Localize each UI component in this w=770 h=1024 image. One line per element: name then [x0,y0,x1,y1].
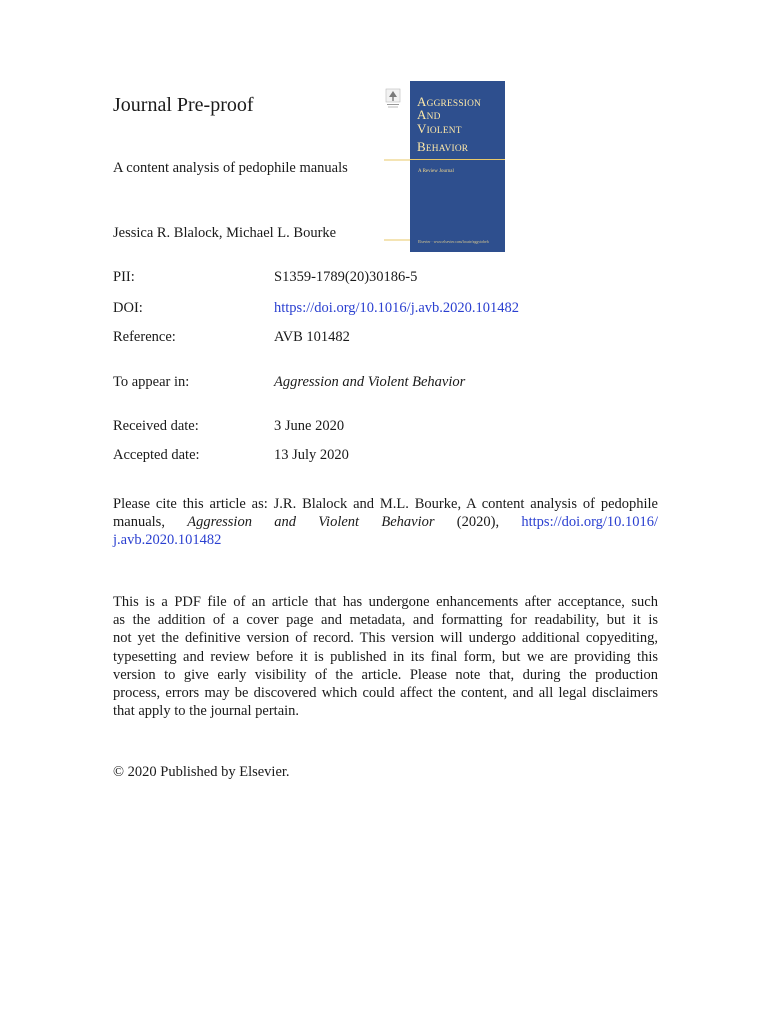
citation-doi-link[interactable]: https://doi.org/10.1016/ [521,514,659,531]
elsevier-tree-logo-icon [385,88,401,110]
citation-word: manuals, [113,514,165,531]
citation-doi-link-continued[interactable]: j.avb.2020.101482 [113,532,222,549]
copyright-notice: © 2020 Published by Elsevier. [113,764,290,780]
doi-label: DOI: [113,300,143,316]
pii-value: S1359-1789(20)30186-5 [274,269,418,285]
appear-in-journal: Aggression and Violent Behavior [274,374,466,390]
cover-title-line: BEHAVIOR [417,138,469,154]
citation-paragraph [113,495,658,550]
article-authors: Jessica R. Blalock, Michael L. Bourke [113,225,337,241]
pii-label: PII: [113,269,135,285]
cover-footer: Elsevier · www.elsevier.com/locate/aggviobeh [418,240,489,244]
accepted-date-value: 13 July 2020 [274,447,349,463]
doi-link[interactable]: https://doi.org/10.1016/j.avb.2020.101482 [274,300,520,316]
citation-journal-word: Behavior [381,514,435,531]
appear-in-label: To appear in: [113,374,190,390]
notice-line: typesetting and review before it is published in its final form, but we are providing this [113,648,658,665]
notice-line: not yet the definitive version of record. This version will undergo additional copyediting, [113,630,658,647]
cover-rule [410,159,505,160]
cover-subtitle: A Review Journal [418,169,454,174]
article-title: A content analysis of pedophile manuals [113,160,348,176]
notice-paragraph [113,593,658,720]
cover-title-line: AGGRESSION [417,94,482,109]
cover-title-line: VIOLENT [417,121,462,136]
received-date-label: Received date: [113,418,199,434]
citation-line: Please cite this article as: J.R. Blalock and M.L. Bourke, A content analysis of pedophile [113,496,658,512]
received-date-value: 3 June 2020 [274,418,345,434]
citation-journal-word: Violent [318,514,360,531]
citation-year: (2020), [456,514,500,531]
journal-cover [410,81,505,252]
notice-line: This is a PDF file of an article that has undergone enhancements after acceptance, such [113,594,658,610]
cover-title-line: AND [417,106,441,122]
citation-line [113,513,658,531]
notice-line: process, errors may be discovered which could affect the content, and all legal disclaimers [113,684,658,701]
journal-preproof-heading: Journal Pre-proof [113,94,254,116]
notice-line: as the addition of a cover page and metadata, and formatting for readability, but it is [113,612,658,629]
reference-value: AVB 101482 [274,329,350,345]
citation-journal-word: Aggression [187,514,252,531]
citation-journal-word: and [274,514,296,531]
citation-line [113,531,658,549]
reference-label: Reference: [113,329,176,345]
notice-line: that apply to the journal pertain. [113,703,300,720]
notice-line: version to give early visibility of the article. Please note that, during the production [113,666,658,683]
accepted-date-label: Accepted date: [113,447,200,463]
